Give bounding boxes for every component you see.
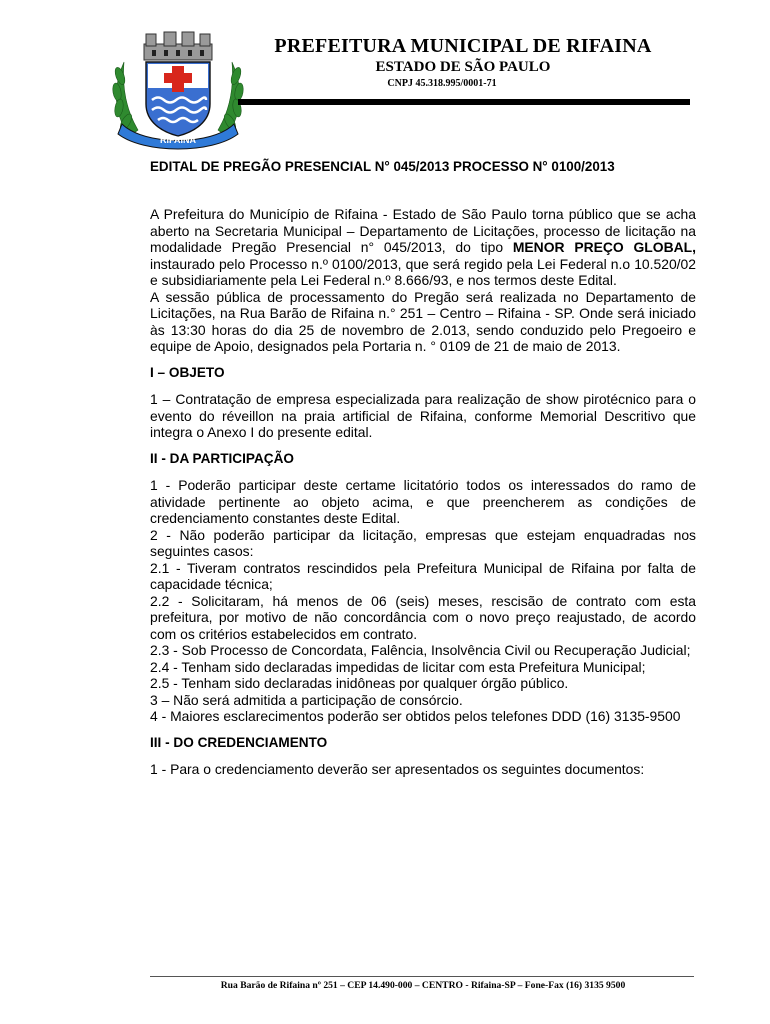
intro-paragraph-1	[150, 206, 696, 289]
municipal-crest-logo	[108, 26, 248, 152]
intro-paragraph-2: A sessão pública de processamento do Pregão será realizada no Departamento de Licitações, na Rua Barão de Rifaina n.° 251 – Centro – Rifaina - SP. Onde será iniciado às 13:30 horas do dia 25 de novembro de 2.013, sendo conduzido pelo Pregoeiro e equipe de Apoio, designados pela Portaria n. ° 0109 de 21 de maio de 2013.	[150, 288, 696, 354]
list-item: 2.5 - Tenham sido declaradas inidôneas por qualquer órgão público.	[150, 675, 569, 691]
section-heading-objeto: I – OBJETO	[150, 364, 225, 380]
list-item: 2.1 - Tiveram contratos rescindidos pela Prefeitura Municipal de Rifaina por falta de capacidade técnica;	[150, 559, 696, 592]
state-name: ESTADO DE SÃO PAULO	[375, 59, 551, 75]
list-item: 1 – Contratação de empresa especializada para realização de show pirotécnico para o evento do réveillon na praia artificial de Rifaina, conforme Memorial Descritivo que integra o Anexo I do presente edital.	[150, 391, 696, 440]
municipality-title: PREFEITURA MUNICIPAL DE RIFAINA	[274, 35, 652, 57]
cnpj-number: CNPJ 45.318.995/0001-71	[387, 78, 497, 89]
header-divider	[238, 99, 690, 105]
list-item: 2.3 - Sob Processo de Concordata, Falência, Insolvência Civil ou Recuperação Judicial;	[150, 642, 691, 658]
list-item: 4 - Maiores esclarecimentos poderão ser obtidos pelos telefones DDD (16) 3135-9500	[150, 708, 681, 724]
crest-banner-text: RIFAINA	[160, 135, 196, 145]
footer-divider	[150, 976, 694, 977]
document-title: EDITAL DE PREGÃO PRESENCIAL N° 045/2013 PROCESSO N° 0100/2013	[150, 159, 615, 174]
list-item: 2.4 - Tenham sido declaradas impedidas de licitar com esta Prefeitura Municipal;	[150, 658, 646, 675]
intro-bold-text: MENOR PREÇO GLOBAL,	[512, 239, 697, 255]
section-heading-credenciamento: III - DO CREDENCIAMENTO	[150, 734, 328, 750]
list-item: 2 - Não poderão participar da licitação, empresas que estejam enquadradas nos seguintes casos:	[150, 526, 696, 559]
footer-address: Rua Barão de Rifaina nº 251 – CEP 14.490-000 – CENTRO - Rifaina-SP – Fone-Fax (16) 3135 9500	[220, 980, 626, 991]
list-item: 2.2 - Solicitaram, há menos de 06 (seis) meses, rescisão de contrato com esta prefeitura, por motivo de não concordância com o novo preço reajustado, de acordo com os critérios estabelecidos em contrato.	[150, 592, 696, 642]
list-item: 1 - Para o credenciamento deverão ser apresentados os seguintes documentos:	[150, 761, 645, 777]
document-body	[150, 206, 696, 778]
section-heading-participacao: II - DA PARTICIPAÇÃO	[150, 450, 294, 466]
intro-text-a: A Prefeitura do Município de Rifaina - Estado de São Paulo torna público que se acha aberto na Secretaria Municipal – Departamento de Licitações, processo de licitação na modalidade Pregão Presencial n° 045/2013, do tipo	[150, 206, 696, 255]
list-item: 3 – Não será admitida a participação de consórcio.	[150, 691, 463, 708]
list-item: 1 - Poderão participar deste certame licitatório todos os interessados do ramo de atividade pertinente ao objeto acima, e que preencherem as condições de credenciamento constantes deste Edital.	[150, 477, 696, 526]
intro-text-b: instaurado pelo Processo n.º 0100/2013, que será regido pela Lei Federal n.o 10.520/02 e subsidiariamente pela Lei Federal n.º 8.666/93, e nos termos deste Edital.	[150, 255, 696, 288]
